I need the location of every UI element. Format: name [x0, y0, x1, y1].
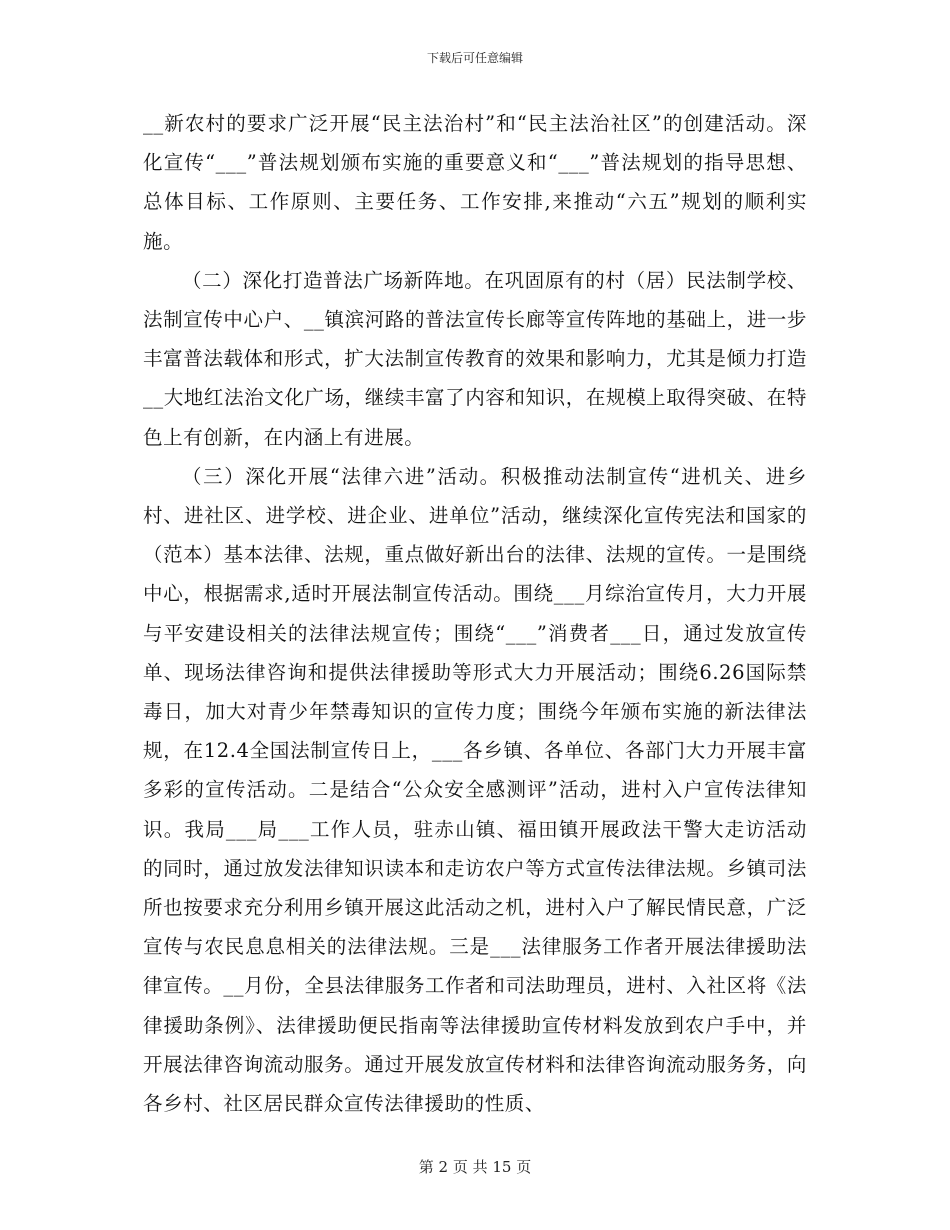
page-header: 下载后可任意编辑 [426, 51, 523, 65]
paragraph-continuation: __新农村的要求广泛开展“民主法治村”和“民主法治社区”的创建活动。深化宣传“___”普法规划颁布实施的重要意义和“___”普法规划的指导思想、总体目标、工作原则、主要任务、工作安排,来推动“六五”规划的顺利实施。 [143, 112, 807, 253]
paragraph-section-3: （三）深化开展“法律六进”活动。积极推动法制宣传“进机关、进乡村、进社区、进学校、进企业、进单位”活动，继续深化宣传宪法和国家的（范本）基本法律、法规，重点做好新出台的法律、法规的宣传。一是围绕中心，根据需求,适时开展法制宣传活动。围绕___月综治宣传月，大力开展与平安建设相关的法律法规宣传；围绕“___”消费者___日，通过发放宣传单、现场法律咨询和提供法律援助等形式大力开展活动；围绕6.26国际禁毒日，加大对青少年禁毒知识的宣传力度；围绕今年颁布实施的新法律法规，在12.4全国法制宣传日上，___各乡镇、各单位、各部门大力开展丰富多彩的宣传活动。二是结合“公众安全感测评”活动，进村入户宣传法律知识。我局___局___工作人员，驻赤山镇、福田镇开展政法干警大走访活动的同时，通过放发法律知识读本和走访农户等方式宣传法律法规。乡镇司法所也按要求充分利用乡镇开展这此活动之机，进村入户了解民情民意，广泛宣传与农民息息相关的法律法规。三是___法律服务工作者开展法律援助法律宣传。__月份，全县法律服务工作者和司法助理员，进村、入社区将《法律援助条例》、法律援助便民指南等法律援助宣传材料发放到农户手中，并开展法律咨询流动服务。通过开展发放宣传材料和法律咨询流动服务务，向各乡村、社区居民群众宣传法律援助的性质、 [143, 464, 807, 1116]
page-number: 第 2 页 共 15 页 [418, 1158, 532, 1176]
paragraph-section-2: （二）深化打造普法广场新阵地。在巩固原有的村（居）民法制学校、法制宣传中心户、__镇滨河路的普法宣传长廊等宣传阵地的基础上，进一步丰富普法载体和形式，扩大法制宣传教育的效果和影响力，尤其是倾力打造__大地红法治文化广场，继续丰富了内容和知识，在规模上取得突破、在特色上有创新，在内涵上有进展。 [143, 268, 807, 449]
document-body [143, 104, 807, 1123]
